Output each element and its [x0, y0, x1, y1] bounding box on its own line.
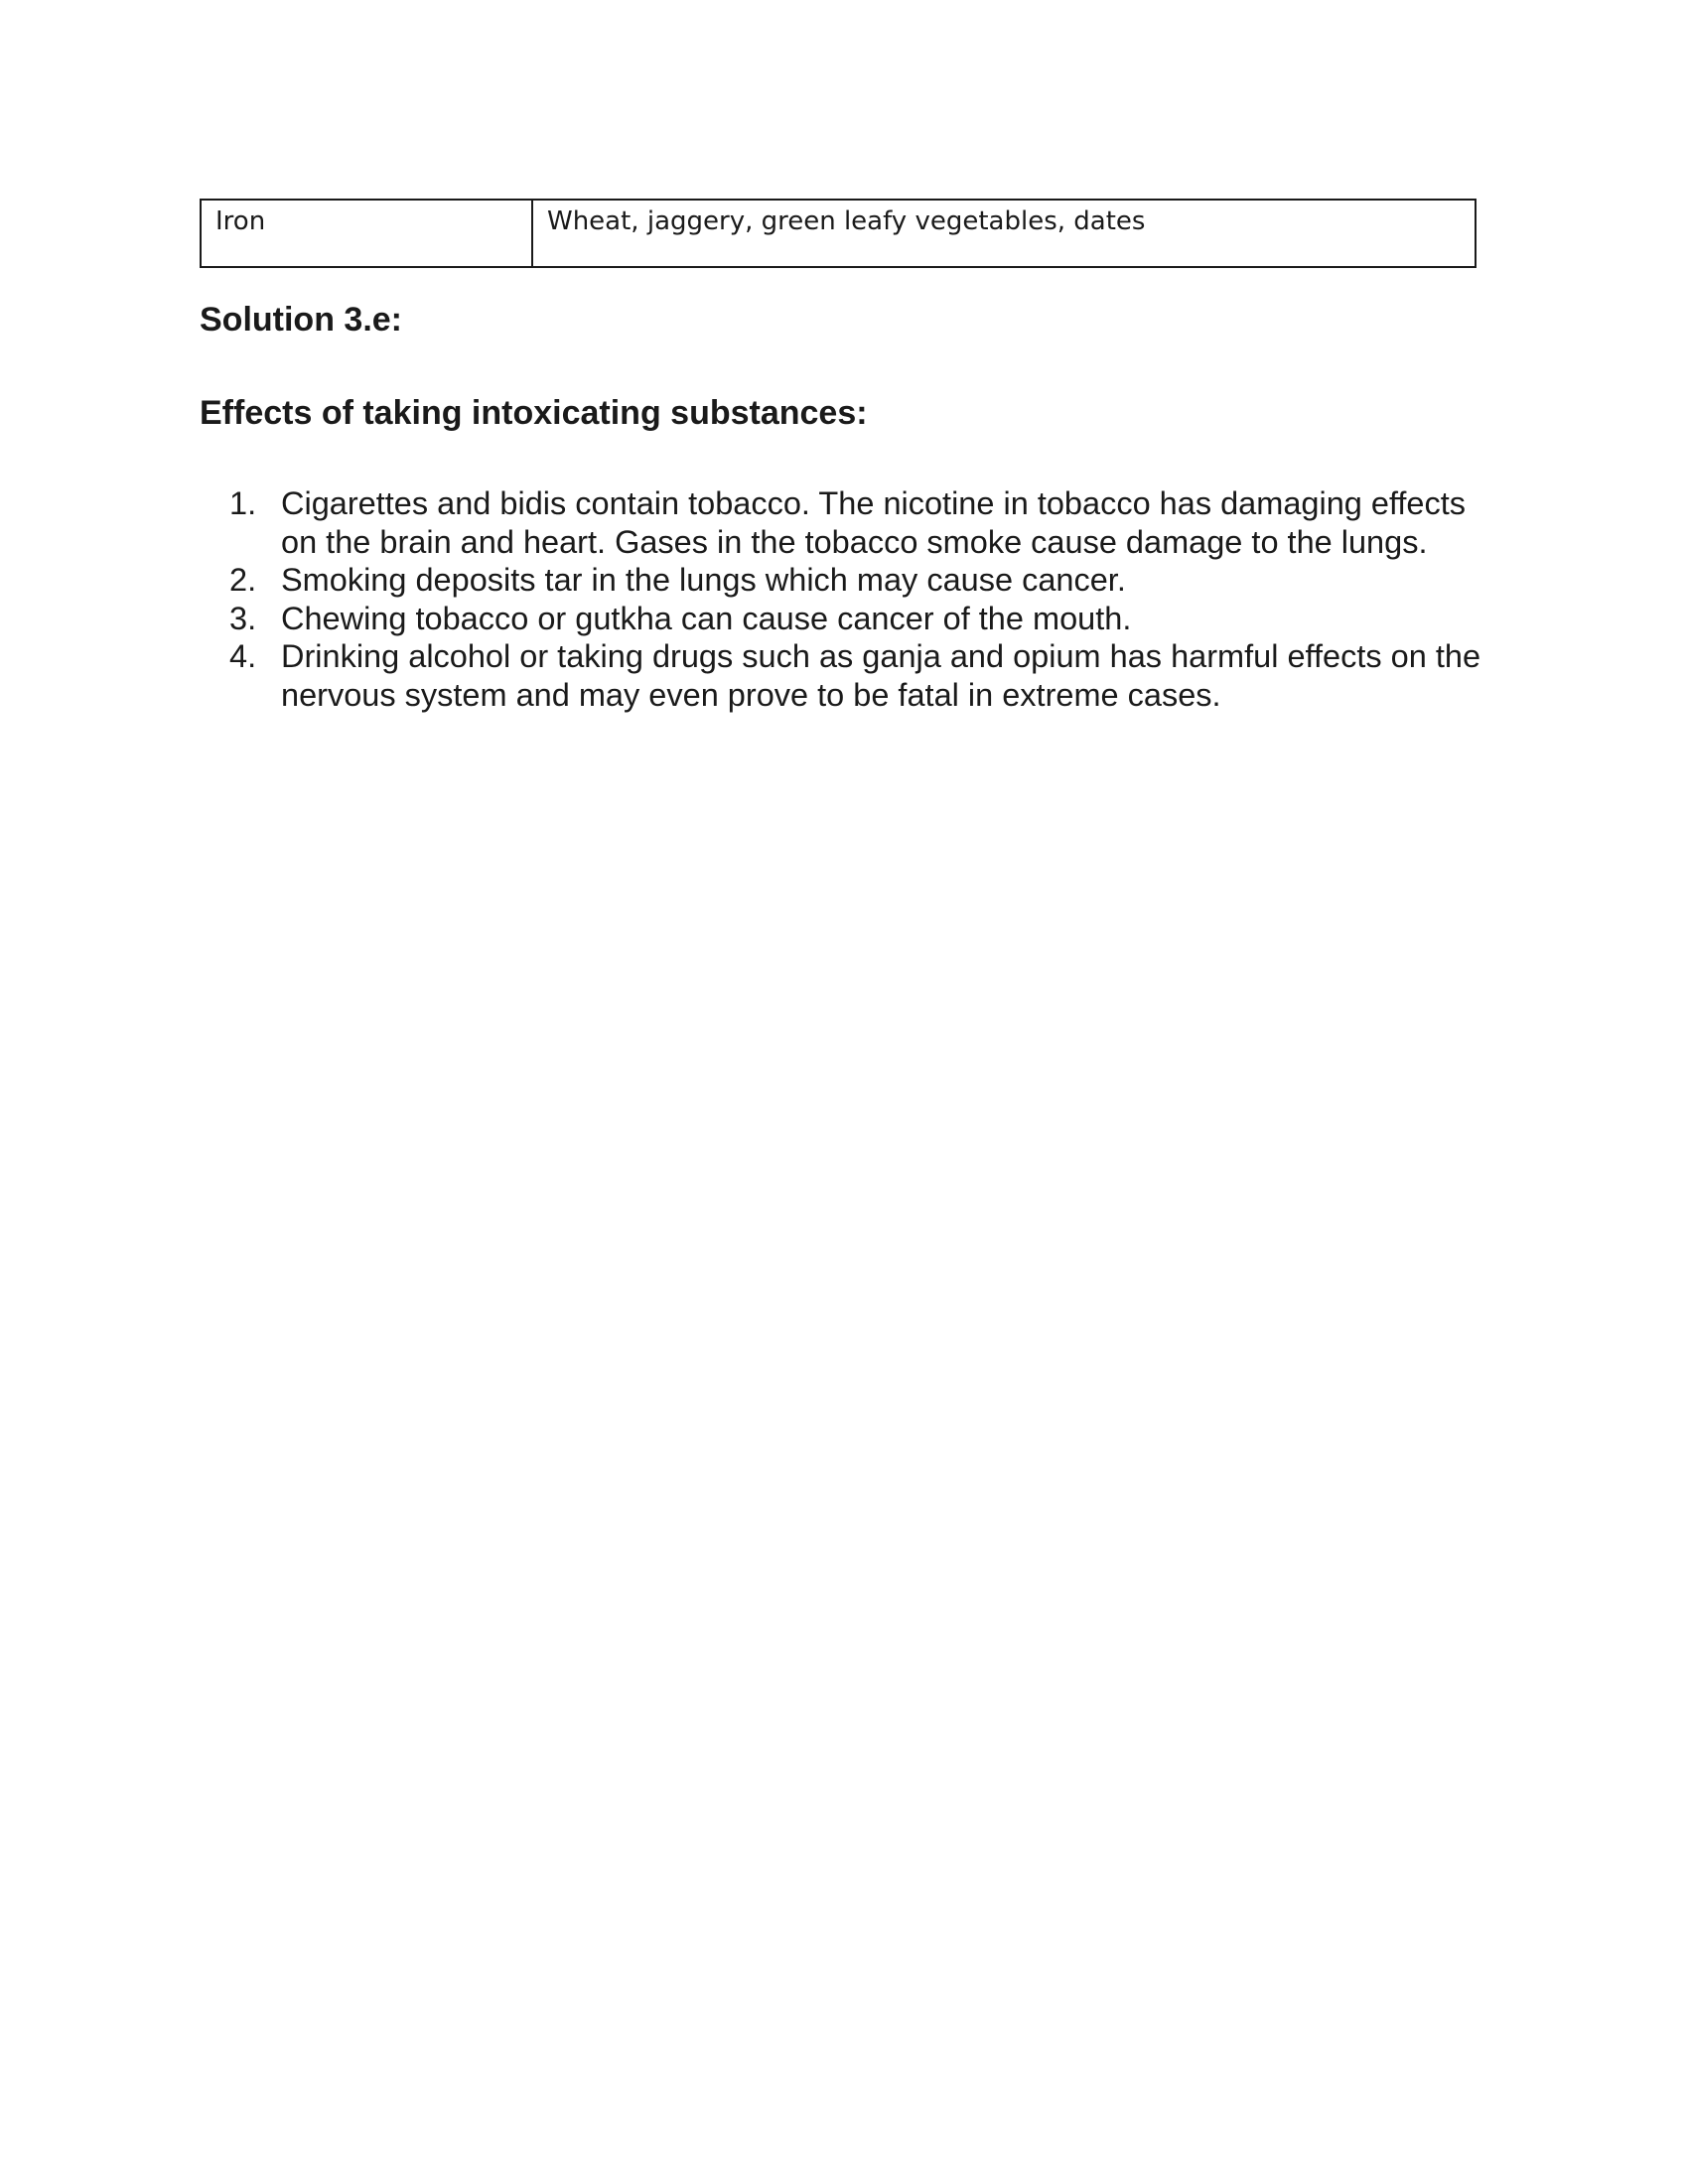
- list-item: [200, 600, 1490, 638]
- list-item-text: Drinking alcohol or taking drugs such as ganja and opium has harmful effects on the nervous system and may even prove to be fatal in extreme cases.: [281, 638, 1481, 713]
- nutrient-sources-table: [200, 199, 1477, 268]
- list-item-number: 1.: [229, 485, 257, 521]
- solution-heading: Solution 3.e:: [200, 301, 402, 339]
- list-item-number: 2.: [229, 562, 257, 598]
- effects-heading: Effects of taking intoxicating substances:: [200, 394, 868, 432]
- nutrient-cell: Iron: [201, 200, 532, 267]
- effects-list: [200, 484, 1490, 714]
- sources-cell: Wheat, jaggery, green leafy vegetables, dates: [532, 200, 1476, 267]
- list-item: [200, 637, 1490, 714]
- table-row: [201, 200, 1476, 267]
- list-item: [200, 561, 1490, 600]
- list-item: [200, 484, 1490, 561]
- list-item-number: 3.: [229, 600, 257, 636]
- list-item-text: Chewing tobacco or gutkha can cause cancer of the mouth.: [281, 600, 1132, 636]
- list-item-text: Smoking deposits tar in the lungs which may cause cancer.: [281, 562, 1126, 598]
- list-item-text: Cigarettes and bidis contain tobacco. The nicotine in tobacco has damaging effects on the brain and heart. Gases in the tobacco smoke cause damage to the lungs.: [281, 485, 1467, 560]
- list-item-number: 4.: [229, 638, 257, 674]
